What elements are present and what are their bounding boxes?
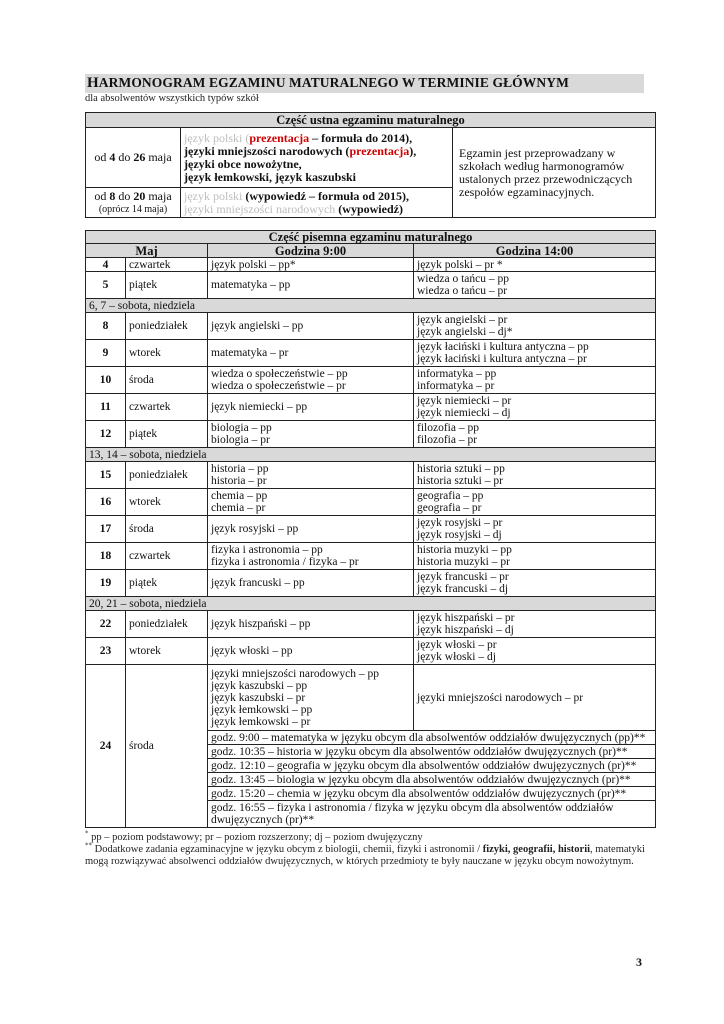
exam-entry: język hiszpański – dj	[417, 624, 514, 636]
morning-exams	[208, 489, 414, 516]
bilingual-exam-entry: godz. 10:35 – historia w języku obcym dla absolwentów oddziałów dwujęzycznych (pr)**	[208, 745, 656, 759]
exam-day-row	[86, 421, 656, 448]
exam-entry: język francuski – pp	[211, 577, 305, 589]
exam-entry: fizyka i astronomia – pp	[211, 544, 323, 556]
exam-entry: język polski – pp*	[211, 258, 296, 271]
day-number: 12	[86, 421, 126, 448]
afternoon-exams	[414, 394, 656, 421]
exam-day-row	[86, 462, 656, 489]
exam-day-row	[86, 367, 656, 394]
weekday: czwartek	[126, 543, 208, 570]
exam-entry: język rosyjski – dj	[417, 529, 502, 541]
exam-day-row	[86, 258, 656, 272]
exam-entry: język łemkowski – pr	[211, 715, 311, 728]
weekend-row	[86, 448, 656, 462]
exam-day-row	[86, 638, 656, 665]
exam-entry: język łaciński i kultura antyczna – pp	[417, 341, 589, 353]
morning-exams	[208, 543, 414, 570]
afternoon-exams	[414, 313, 656, 340]
weekday: wtorek	[126, 489, 208, 516]
morning-exams	[208, 394, 414, 421]
oral-dates-2: od 8 do 20 maja (oprócz 14 maja)	[86, 188, 181, 218]
exam-entry: język rosyjski – pr	[417, 517, 503, 529]
morning-exams	[208, 421, 414, 448]
bilingual-exam-entry: godz. 12:10 – geografia w języku obcym dla absolwentów oddziałów dwujęzycznych (pr)**	[208, 759, 656, 773]
oral-exam-header: Część ustna egzaminu maturalnego	[86, 113, 656, 128]
afternoon-exams	[414, 462, 656, 489]
exam-entry: język włoski – dj	[417, 651, 496, 663]
exam-entry: biologia – pr	[211, 434, 270, 446]
afternoon-exams	[414, 570, 656, 597]
exam-day-row	[86, 313, 656, 340]
exam-day-row	[86, 665, 656, 731]
document-page	[85, 74, 655, 868]
day-number: 11	[86, 394, 126, 421]
weekday: czwartek	[126, 258, 208, 272]
document-subtitle: dla absolwentów wszystkich typów szkół	[85, 93, 259, 104]
afternoon-exams	[414, 272, 656, 299]
weekend-label: 20, 21 – sobota, niedziela	[86, 597, 656, 611]
afternoon-exams	[414, 665, 656, 731]
morning-exams	[208, 462, 414, 489]
day-number: 15	[86, 462, 126, 489]
exam-entry: język francuski – dj	[417, 583, 509, 595]
exam-day-row	[86, 489, 656, 516]
afternoon-exams	[414, 340, 656, 367]
exam-day-row	[86, 570, 656, 597]
exam-entry: język włoski – pp	[211, 645, 293, 657]
weekday: wtorek	[126, 340, 208, 367]
exam-day-row	[86, 543, 656, 570]
morning-exams	[208, 258, 414, 272]
exam-entry: język angielski – pr	[417, 314, 508, 326]
oral-dates-1: od 4 do 26 maja	[86, 128, 181, 188]
weekend-label: 13, 14 – sobota, niedziela	[86, 448, 656, 462]
weekend-label: 6, 7 – sobota, niedziela	[86, 299, 656, 313]
bilingual-exam-entry: godz. 13:45 – biologia w języku obcym dla absolwentów oddziałów dwujęzycznych (pr)**	[208, 773, 656, 787]
column-header-14: Godzina 14:00	[414, 244, 656, 258]
exam-day-row	[86, 272, 656, 299]
exam-entry: języki mniejszości narodowych – pr	[417, 691, 584, 704]
day-number: 16	[86, 489, 126, 516]
exam-entry: chemia – pp	[211, 490, 268, 502]
exam-entry: historia muzyki – pp	[417, 544, 512, 556]
weekend-row	[86, 597, 656, 611]
morning-exams	[208, 313, 414, 340]
exam-entry: język polski – pr *	[417, 258, 503, 271]
exam-entry: filozofia – pr	[417, 434, 478, 446]
oral-info-text: Egzamin jest przeprowadzany w szkołach według harmonogramów ustalonych przez przewodniczących zespołów egzaminacyjnych.	[453, 128, 656, 218]
day-number: 23	[86, 638, 126, 665]
afternoon-exams	[414, 611, 656, 638]
exam-entry: geografia – pr	[417, 502, 482, 514]
exam-day-row	[86, 611, 656, 638]
exam-entry: język rosyjski – pp	[211, 523, 299, 535]
afternoon-exams	[414, 489, 656, 516]
weekday: piątek	[126, 272, 208, 299]
column-header-9: Godzina 9:00	[208, 244, 414, 258]
weekday: poniedziałek	[126, 313, 208, 340]
afternoon-exams	[414, 258, 656, 272]
exam-entry: matematyka – pp	[211, 279, 291, 291]
exam-entry: język francuski – pr	[417, 571, 509, 583]
exam-entry: historia sztuki – pr	[417, 475, 503, 487]
exam-entry: język łaciński i kultura antyczna – pr	[417, 353, 587, 365]
morning-exams	[208, 367, 414, 394]
exam-entry: geografia – pp	[417, 490, 484, 502]
exam-entry: język angielski – pp	[211, 320, 304, 332]
oral-exam-table	[85, 112, 656, 218]
day-number: 4	[86, 258, 126, 272]
exam-day-row	[86, 340, 656, 367]
morning-exams	[208, 340, 414, 367]
document-title: HARMONOGRAM EGZAMINU MATURALNEGO W TERMINIE GŁÓWNYM	[85, 74, 644, 93]
exam-entry: wiedza o tańcu – pp	[417, 273, 509, 285]
afternoon-exams	[414, 516, 656, 543]
exam-entry: język hiszpański – pr	[417, 612, 515, 624]
exam-entry: biologia – pp	[211, 422, 272, 434]
afternoon-exams	[414, 421, 656, 448]
weekday: piątek	[126, 570, 208, 597]
exam-entry: język włoski – pr	[417, 639, 497, 651]
exam-day-row	[86, 516, 656, 543]
day-number: 8	[86, 313, 126, 340]
weekday: poniedziałek	[126, 611, 208, 638]
day-number: 10	[86, 367, 126, 394]
afternoon-exams	[414, 367, 656, 394]
weekday: piątek	[126, 421, 208, 448]
afternoon-exams	[414, 638, 656, 665]
weekday: poniedziałek	[126, 462, 208, 489]
exam-entry: historia – pp	[211, 463, 269, 475]
weekday: środa	[126, 665, 208, 828]
exam-entry: chemia – pr	[211, 502, 266, 514]
page-number: 3	[636, 955, 642, 969]
exam-entry: fizyka i astronomia / fizyka – pr	[211, 556, 359, 568]
day-number: 17	[86, 516, 126, 543]
exam-entry: język kaszubski – pr	[211, 691, 306, 704]
weekday: środa	[126, 367, 208, 394]
day-number: 5	[86, 272, 126, 299]
exam-entry: wiedza o społeczeństwie – pp	[211, 368, 348, 380]
exam-entry: język niemiecki – dj	[417, 407, 511, 419]
exam-entry: informatyka – pp	[417, 368, 497, 380]
morning-exams	[208, 516, 414, 543]
day-number: 18	[86, 543, 126, 570]
exam-entry: historia – pr	[211, 475, 267, 487]
day-number: 9	[86, 340, 126, 367]
weekday: czwartek	[126, 394, 208, 421]
footnote-1: * pp – poziom podstawowy; pr – poziom rozszerzony; dj – poziom dwujęzyczny	[85, 829, 423, 843]
weekday: wtorek	[126, 638, 208, 665]
morning-exams	[208, 611, 414, 638]
exam-entry: matematyka – pr	[211, 347, 289, 359]
weekday: środa	[126, 516, 208, 543]
oral-subjects-2: język polski (wypowiedź – formuła od 2015), języki mniejszości narodowych (wypowiedź)	[181, 188, 453, 218]
day-number: 22	[86, 611, 126, 638]
footnote-2: ** Dodatkowe zadania egzaminacyjne w języku obcym z biologii, chemii, fizyki i astronomii / fizyki, geografii, historii, matematyki mogą rozwiązywać absolwenci oddziałów dwujęzycznych, w których przedmioty te były nauczane w języku obcym nowożytnym.	[85, 841, 645, 867]
weekend-row	[86, 299, 656, 313]
morning-exams	[208, 665, 414, 731]
exam-entry: język łemkowski – pp	[211, 703, 313, 716]
day-number: 19	[86, 570, 126, 597]
oral-subjects-1: język polski (prezentacja – formuła do 2014), języki mniejszości narodowych (prezentacja), języki obce nowożytne, język łemkowski, język kaszubski	[181, 128, 453, 188]
exam-entry: wiedza o tańcu – pr	[417, 285, 508, 297]
bilingual-exam-entry: godz. 9:00 – matematyka w języku obcym dla absolwentów oddziałów dwujęzycznych (pp)**	[208, 731, 656, 745]
exam-entry: języki mniejszości narodowych – pp	[211, 667, 379, 680]
written-exam-table	[85, 230, 656, 828]
column-header-month: Maj	[86, 244, 208, 258]
morning-exams	[208, 272, 414, 299]
exam-entry: wiedza o społeczeństwie – pr	[211, 380, 346, 392]
exam-entry: język kaszubski – pp	[211, 679, 308, 692]
exam-day-row	[86, 394, 656, 421]
written-exam-header: Część pisemna egzaminu maturalnego	[86, 231, 656, 244]
day-number: 24	[86, 665, 126, 828]
exam-entry: język niemiecki – pp	[211, 401, 308, 413]
exam-entry: informatyka – pr	[417, 380, 495, 392]
exam-entry: język angielski – dj*	[417, 326, 513, 338]
exam-entry: filozofia – pp	[417, 422, 479, 434]
exam-entry: historia sztuki – pp	[417, 463, 505, 475]
footnotes	[85, 829, 655, 868]
bilingual-exam-entry: godz. 15:20 – chemia w języku obcym dla absolwentów oddziałów dwujęzycznych (pr)**	[208, 787, 656, 801]
exam-entry: język niemiecki – pr	[417, 395, 512, 407]
morning-exams	[208, 638, 414, 665]
morning-exams	[208, 570, 414, 597]
bilingual-exam-entry: godz. 16:55 – fizyka i astronomia / fizyka w języku obcym dla absolwentów oddziałów dwujęzycznych (pr)**	[208, 801, 656, 828]
exam-entry: historia muzyki – pr	[417, 556, 510, 568]
afternoon-exams	[414, 543, 656, 570]
exam-entry: język hiszpański – pp	[211, 618, 311, 630]
